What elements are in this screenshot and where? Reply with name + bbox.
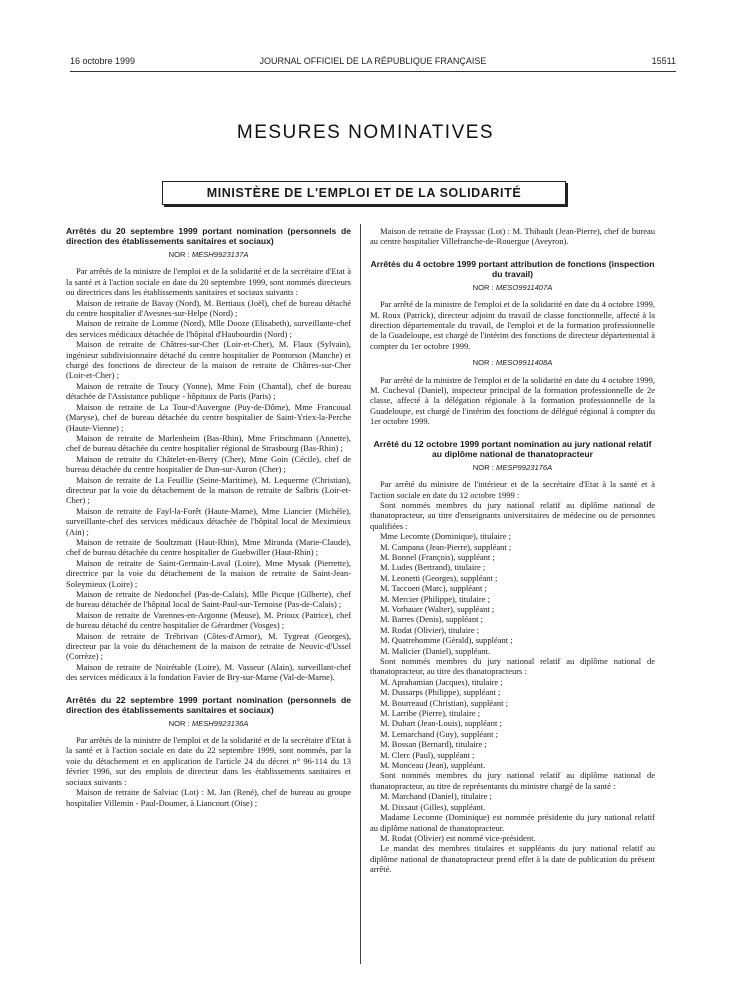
paragraph: Maison de retraite de Saint-Germain-Laval (Loire), Mme Mysak (Pierrette), directrice par la voie du détachement de la maison de retraite de Saint-Jean-Soleymieux (Loire) ; <box>66 557 351 589</box>
nor-label: NOR : <box>472 462 494 472</box>
paragraph: Maison de retraite de Nedonchel (Pas-de-Calais), Mlle Picque (Gilberte), chef de bureau détachée de l'hôpital local de Saint-Paul-sur-Ternoise (Pas-de-Calais) ; <box>66 589 351 610</box>
paragraph: Sont nommés membres du jury national relatif au diplôme national de thanatopracteur, au titre de représentants du ministre chargé de la santé : <box>370 770 655 791</box>
paragraph: Maison de retraite de Châtres-sur-Cher (Loir-et-Cher), M. Flaux (Sylvain), ingénieur subdivisionnaire détaché du centre hospitalier de Pontorson (Manche) et chargé des fonctions de directeur de la maison de retraite de Châtres-sur-Cher (Loir-et-Cher) ; <box>66 339 351 381</box>
article-title: Arrêtés du 20 septembre 1999 portant nomination (personnels de direction des établissements sanitaires et sociaux) <box>66 226 351 246</box>
nor-label: NOR : <box>472 358 494 368</box>
ministry-banner: MINISTÈRE DE L'EMPLOI ET DE LA SOLIDARITÉ <box>162 181 566 205</box>
jury-member: M. Duhart (Jean-Louis), suppléant ; <box>380 718 502 729</box>
paragraph: Par arrêté de la ministre de l'emploi et de la solidarité en date du 4 octobre 1999, M. Cucheval (Daniel), inspecteur principal de la formation professionnelle de 2e classe, affecté à la délégation régionale à la formation professionnelle de la Guadeloupe, est chargé de l'intérim des fonctions de délégué régional à compter du 1er octobre 1999. <box>370 374 655 427</box>
nor-label: NOR : <box>168 718 190 728</box>
paragraph: Maison de retraite de Marlenheim (Bas-Rhin), Mme Fritschmann (Annette), chef de bureau détachée du centre hospitalier régional de Strasbourg (Bas-Rhin) ; <box>66 432 351 454</box>
paragraph: Par arrêtés de la ministre de l'emploi et de la solidarité et de la secrétaire d'Etat à la santé et à l'action sociale en date du 22 septembre 1999, sont nommés, par la voie du détachement et en application de l'article 24 du décret n° 96-114 du 13 février 1996, sur des emplois de directeur dans les établissements sanitaires et sociaux suivants : <box>66 735 351 787</box>
paragraph: Maison de retraite de Noirétable (Loire), M. Vasseur (Alain), surveillant-chef des services médicaux à la fondation Favier de Bry-sur-Marne (Val-de-Marne). <box>66 661 351 683</box>
nor-reference-2 <box>370 358 655 368</box>
column-divider <box>360 224 361 964</box>
jury-member: M. Bourreaud (Christian), suppléant ; <box>380 697 508 708</box>
header-journal-title: JOURNAL OFFICIEL DE LA RÉPUBLIQUE FRANÇAISE <box>259 56 487 66</box>
paragraph: M. Rodat (Olivier) est nommé vice-président. <box>380 832 536 843</box>
jury-member: M. Malicier (Daniel), suppléant. <box>380 645 490 656</box>
header-date: 16 octobre 1999 <box>70 56 136 66</box>
paragraph: Par arrêtés de la ministre de l'emploi et de la solidarité et de la secrétaire d'Etat à la santé et à l'action sociale en date du 20 septembre 1999, sont nommés directeurs ou directrices dans les établissements sanitaires et sociaux suivants : <box>66 266 351 298</box>
paragraph: Maison de retraite de Varennes-en-Argonne (Meuse), M. Prioux (Patrice), chef de bureau détaché du centre hospitalier de Gérardmer (Vosges) ; <box>66 609 351 631</box>
paragraph: Maison de retraite de Fayl-la-Forêt (Haute-Marne), Mme Liancier (Michèle), surveillante-chef des services médicaux détachée de l'hôpital local de Meximieux (Ain) ; <box>66 505 351 537</box>
jury-member: M. Barres (Denis), suppléant ; <box>380 614 483 625</box>
nor-value: MESO9911408A <box>495 358 553 368</box>
article-4-octobre <box>370 259 655 427</box>
paragraph: Maison de retraite de Salviac (Lot) : M. Jan (René), chef de bureau au groupe hospitalier Villemin - Paul-Doumer, à Liancourt (Oise) ; <box>66 787 351 808</box>
page-title: MESURES NOMINATIVES <box>236 122 495 143</box>
paragraph: Maison de retraite de Toucy (Yonne), Mme Foin (Chantal), chef de bureau détachée de l'Assistance publique - hôpitaux de Paris (Paris) ; <box>66 380 351 402</box>
jury-member: M. Clerc (Paul), suppléant ; <box>380 749 475 760</box>
header-rule <box>70 71 676 72</box>
jury-member: M. Dixsaut (Gilles), suppléant. <box>380 801 486 812</box>
header-page-number: 15511 <box>651 56 676 66</box>
paragraph: Par arrêté de la ministre de l'emploi et de la solidarité en date du 4 octobre 1999, M. Roux (Patrick), directeur adjoint du travail de classe fonctionnelle, affecté à la direction départementale du travail, de l'emploi et de la formation professionnelle de la Guadeloupe, est chargé de l'intérim des fonctions de directeur départemental à compter du 1er octobre 1999. <box>370 299 655 351</box>
article-12-octobre <box>370 439 655 875</box>
jury-member: M. Dussarps (Philippe), suppléant ; <box>380 687 501 698</box>
jury-member: M. Marchand (Daniel), titulaire ; <box>380 791 492 802</box>
nor-reference <box>370 283 655 293</box>
right-column <box>370 226 655 875</box>
nor-value: MESH9923137A <box>191 250 249 259</box>
jury-member: M. Lemarchand (Guy), suppléant ; <box>380 728 499 739</box>
nor-label: NOR : <box>168 250 190 259</box>
jury-member: Mme Lecomte (Dominique), titulaire ; <box>380 531 512 542</box>
jury-member: M. Leonetti (Georges), suppléant ; <box>380 572 498 583</box>
jury-member: M. Larribe (Pierre), titulaire ; <box>380 708 481 719</box>
jury-member: M. Taccoen (Marc), suppléant ; <box>380 583 487 594</box>
paragraph: Maison de retraite de Bavay (Nord), M. Bertiaux (Joël), chef de bureau détaché du centre hospitalier d'Avesnes-sur-Helpe (Nord) ; <box>66 297 351 319</box>
page-header <box>70 56 676 70</box>
paragraph: Madame Lecomte (Dominique) est nommée présidente du jury national relatif au diplôme national de thanatopracteur. <box>370 812 655 833</box>
paragraph: Maison de retraite du Châtelet-en-Berry (Cher), Mme Goin (Cécile), chef de bureau détachée du centre hospitalier de Dun-sur-Auron (Cher) ; <box>66 453 351 475</box>
paragraph: Maison de retraite de Frayssac (Lot) : M. Thibault (Jean-Pierre), chef de bureau au centre hospitalier Villefranche-de-Rouergue (Aveyron). <box>370 226 655 247</box>
paragraph: Maison de retraite de Soultzmatt (Haut-Rhin), Mme Miranda (Marie-Claude), chef de bureau détachée du centre hospitalier de Guebwiller (Haut-Rhin) ; <box>66 536 351 558</box>
paragraph: Le mandat des membres titulaires et suppléants du jury national relatif au diplôme national de thanatopracteur prend effet à la date de publication du présent arrêté. <box>370 843 655 875</box>
nor-value: MESP9923176A <box>496 462 553 472</box>
jury-member: M. Monceau (Jean), suppléant. <box>380 760 486 771</box>
jury-member: M. Aprahamian (Jacques), titulaire ; <box>380 676 503 687</box>
paragraph: Sont nommés membres du jury national relatif au diplôme national de thanatopracteur, au titre des thanatopracteurs : <box>370 656 655 677</box>
nor-value: MESO9911407A <box>495 282 553 292</box>
jury-member: M. Campana (Jean-Pierre), suppléant ; <box>380 541 512 552</box>
paragraph: Maison de retraite de Lomme (Nord), Mlle Dooze (Elisabeth), surveillante-chef des services médicaux détachée de l'hôpital d'Haubourdin (Nord) ; <box>66 318 351 339</box>
article-title: Arrêtés du 22 septembre 1999 portant nomination (personnels de direction des établissements sanitaires et sociaux) <box>66 694 351 715</box>
jury-member: M. Bossan (Bernard), titulaire ; <box>380 739 487 750</box>
jury-member: M. Rodat (Olivier), titulaire ; <box>380 624 480 635</box>
paragraph: Maison de retraite de Trébrivan (Côtes-d'Armor), M. Tygreat (Georges), directeur par la voie du détachement de la maison de retraite de Neuvic-d'Ussel (Corrèze) ; <box>66 630 351 662</box>
article-22-septembre <box>66 695 351 808</box>
paragraph: Par arrêté du ministre de l'intérieur et de la secrétaire d'Etat à la santé et à l'action sociale en date du 12 octobre 1999 : <box>370 479 655 500</box>
jury-member: M. Mercier (Philippe), titulaire ; <box>380 593 490 604</box>
paragraph: Maison de retraite de La Feuillie (Seine-Maritime), M. Lequerme (Christian), directeur par la voie du détachement de la maison de retraite de Salbris (Loir-et-Cher) ; <box>66 474 351 506</box>
article-title: Arrêté du 12 octobre 1999 portant nomination au jury national relatif au diplôme national de thanatopracteur <box>373 438 652 459</box>
nor-reference <box>66 250 351 260</box>
left-column <box>66 226 351 808</box>
article-20-septembre <box>66 226 351 683</box>
article-title: Arrêtés du 4 octobre 1999 portant attribution de fonctions (inspection du travail) <box>370 258 655 279</box>
nor-reference <box>370 463 655 473</box>
nor-reference <box>66 719 351 729</box>
jury-member: M. Quatrehomme (Gérald), suppléant ; <box>380 635 513 646</box>
nor-label: NOR : <box>472 282 494 292</box>
jury-member: M. Bonnel (François), suppléant ; <box>380 551 495 562</box>
paragraph: Maison de retraite de La Tour-d'Auvergne (Puy-de-Dôme), Mme Francoual (Maryse), chef de bureau détachée du centre hospitalier de Saint-Yriex-la-Perche (Haute-Vienne) ; <box>66 401 351 433</box>
jury-member: M. Ludes (Bertrand), titulaire ; <box>380 562 486 573</box>
paragraph: Sont nommés membres du jury national relatif au diplôme national de thanatopracteur, au titre d'enseignants universitaires de médecine ou de personnes qualifiées : <box>370 499 655 531</box>
jury-member: M. Vorhauer (Walter), suppléant ; <box>380 603 495 614</box>
nor-value: MESH9923136A <box>191 718 249 728</box>
